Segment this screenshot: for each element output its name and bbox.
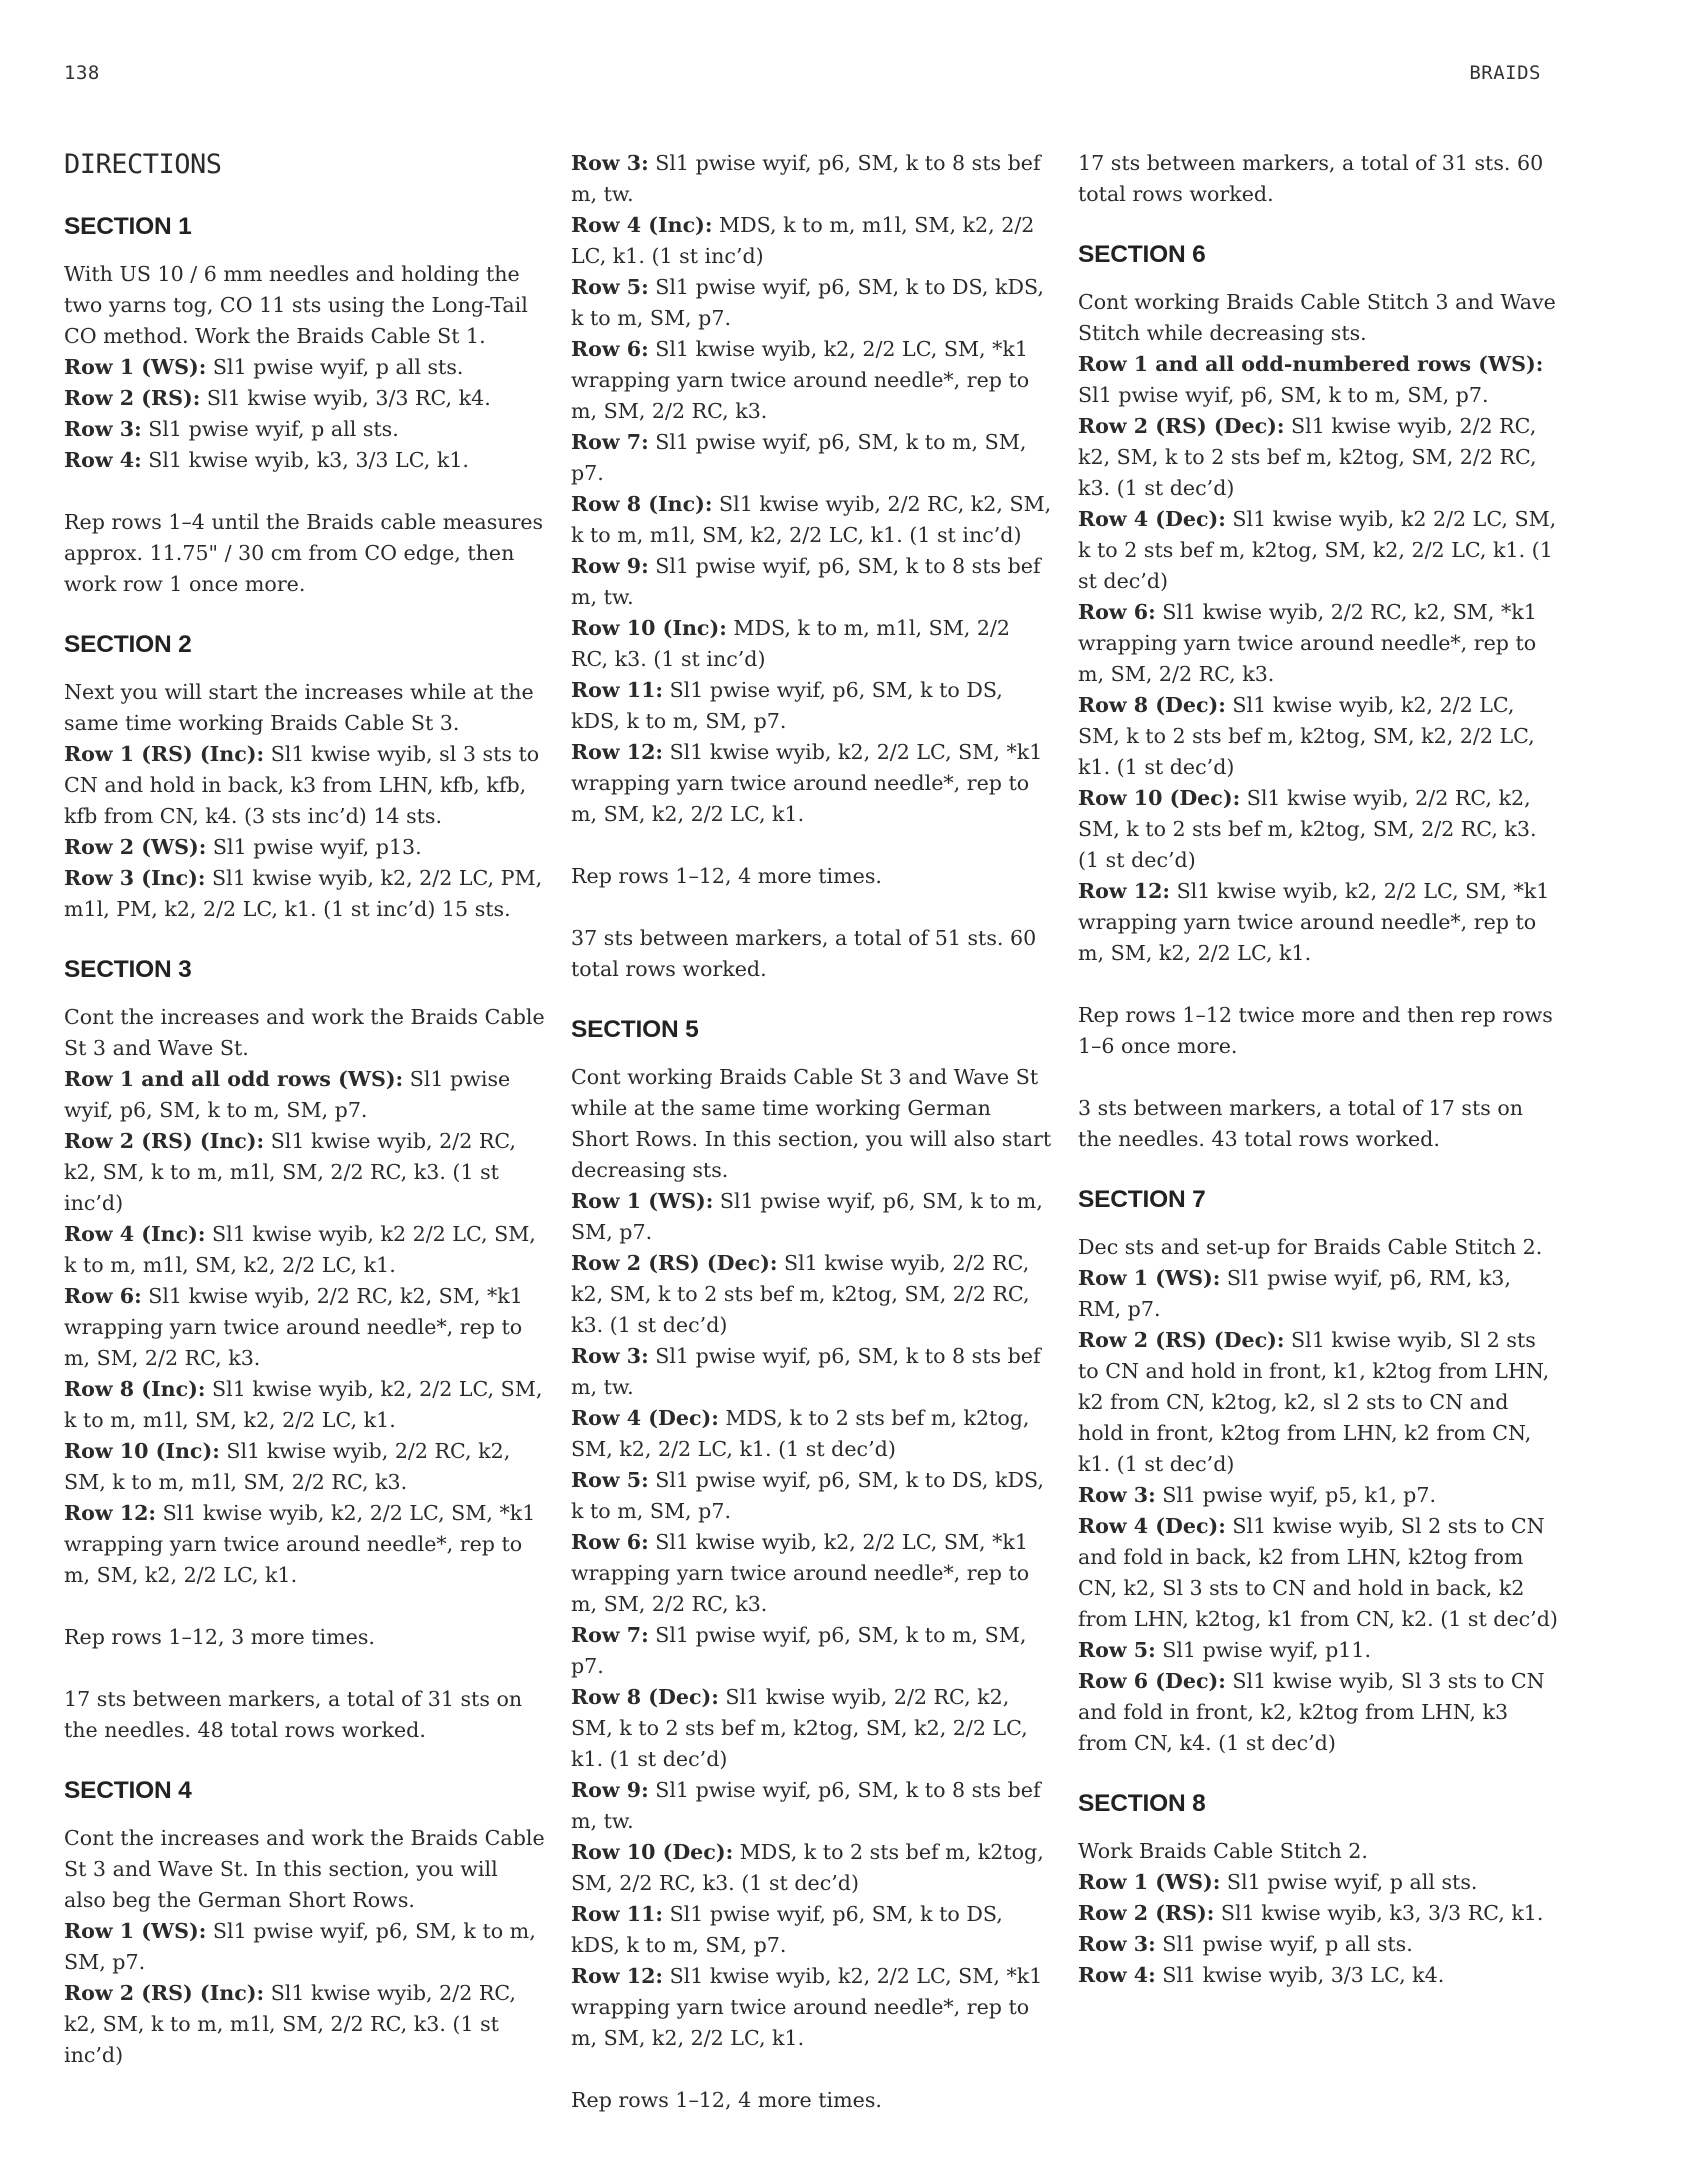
row-instruction (571, 1527, 1053, 1620)
row-label: Row 6: (571, 1530, 649, 1554)
directions-title: DIRECTIONS (64, 149, 222, 180)
row-label: Row 3: (64, 417, 142, 441)
row-text: MDS, k to m, m1l, SM, 2/2 RC, k3. (1 st inc’d) (571, 616, 1011, 671)
row-label: Row 2 (RS) (Dec): (571, 1251, 778, 1275)
row-label: Row 12: (1078, 879, 1171, 903)
row-instruction (64, 1498, 546, 1591)
row-instruction (1078, 1480, 1560, 1511)
section-heading: SECTION 3 (64, 956, 192, 983)
row-text: Sl1 pwise wyif, p5, k1, p7. (1162, 1483, 1436, 1507)
row-text: Sl1 kwise wyib, 2/2 RC, k2, SM, k to m, m1l, SM, k2, 2/2 LC, k1. (1 st inc’d) (571, 492, 1052, 547)
section-heading: SECTION 1 (64, 213, 192, 240)
row-instruction (571, 148, 1053, 210)
row-text: Sl1 pwise wyif, p6, SM, k to DS, kDS, k to m, SM, p7. (571, 275, 1044, 330)
row-text: Sl1 pwise wyif, p6, SM, k to m, SM, p7. (571, 1623, 1027, 1678)
row-label: Row 2 (RS) (Dec): (1078, 1328, 1285, 1352)
row-instruction (1078, 1666, 1560, 1759)
row-instruction (64, 739, 546, 832)
row-label: Row 4 (Dec): (1078, 507, 1226, 531)
row-text: Sl1 kwise wyib, 2/2 RC, k2, SM, k to 2 sts bef m, k2tog, SM, 2/2 RC, k3. (1 st dec’d) (1078, 414, 1537, 500)
row-text: Sl1 kwise wyib, k2, 2/2 LC, SM, k to m, m1l, SM, k2, 2/2 LC, k1. (64, 1377, 543, 1432)
row-label: Row 12: (571, 1964, 664, 1988)
row-instruction (1078, 597, 1560, 690)
spacer (64, 476, 546, 507)
row-text: Sl1 kwise wyib, 2/2 RC, k2, SM, *k1 wrapping yarn twice around needle*, rep to m, SM, 2/2 RC, k3. (1078, 600, 1537, 686)
row-text: Sl1 pwise wyif, p6, SM, k to m, SM, p7. (1078, 383, 1489, 407)
row-label: Row 8 (Dec): (571, 1685, 719, 1709)
row-instruction (64, 1281, 546, 1374)
row-text: Sl1 kwise wyib, Sl 2 sts to CN and fold in back, k2 from LHN, k2tog from CN, k2, Sl 3 sts to CN and hold in back, k2 from LHN, k2tog, k1 from CN, k2. (1 st dec’d) (1078, 1514, 1558, 1631)
paragraph: Rep rows 1–4 until the Braids cable measures approx. 11.75" / 30 cm from CO edge, then work row 1 once more. (64, 510, 544, 596)
row-label: Row 3: (1078, 1483, 1156, 1507)
row-label: Row 5: (571, 275, 649, 299)
paragraph: 17 sts between markers, a total of 31 sts on the needles. 48 total rows worked. (64, 1687, 523, 1742)
row-label: Row 3: (571, 151, 649, 175)
row-text: Sl1 pwise wyif, p all sts. (1162, 1932, 1413, 1956)
row-text: Sl1 kwise wyib, 2/2 RC, k2, SM, k to 2 sts bef m, k2tog, SM, 2/2 RC, k3. (1 st dec’d) (571, 1251, 1030, 1337)
row-instruction (571, 272, 1053, 334)
row-label: Row 1 and all odd rows (WS): (64, 1067, 404, 1091)
row-text: Sl1 kwise wyib, k3, 3/3 LC, k1. (148, 448, 469, 472)
row-text: Sl1 pwise wyif, p6, SM, k to DS, kDS, k to m, SM, p7. (571, 1902, 1003, 1957)
section-heading: SECTION 4 (64, 1777, 192, 1804)
row-instruction (571, 1620, 1053, 1682)
spacer (1078, 969, 1560, 1000)
row-label: Row 2 (WS): (64, 835, 207, 859)
row-text: Sl1 pwise wyif, p6, SM, k to m, SM, p7. (64, 1067, 511, 1122)
row-instruction (1078, 1867, 1560, 1898)
row-text: Sl1 pwise wyif, p13. (212, 835, 422, 859)
paragraph: Dec sts and set-up for Braids Cable Stitch 2. (1078, 1235, 1543, 1259)
row-text: Sl1 pwise wyif, p6, SM, k to m, SM, p7. (64, 1919, 536, 1974)
row-text: Sl1 kwise wyib, 2/2 RC, k2, SM, k to 2 sts bef m, k2tog, SM, 2/2 RC, k3. (1 st dec’d) (1078, 786, 1537, 872)
spacer (1078, 1155, 1560, 1184)
running-title: BRAIDS (1469, 62, 1541, 84)
row-instruction (64, 383, 546, 414)
row-label: Row 12: (571, 740, 664, 764)
row-label: Row 2 (RS): (64, 386, 201, 410)
column-2 (571, 148, 1053, 2116)
spacer (64, 925, 546, 954)
paragraph: Cont the increases and work the Braids Cable St 3 and Wave St. In this section, you will also beg the German Short Rows. (64, 1826, 545, 1912)
row-text: Sl1 pwise wyif, p6, SM, k to m, SM, p7. (571, 430, 1027, 485)
row-instruction (1078, 411, 1560, 504)
section-heading: SECTION 5 (571, 1016, 699, 1043)
row-instruction (1078, 1898, 1560, 1929)
row-text: Sl1 kwise wyib, 2/2 RC, k2, SM, k to m, m1l, SM, 2/2 RC, k3. (64, 1439, 511, 1494)
row-instruction (571, 737, 1053, 830)
row-text: Sl1 kwise wyib, 2/2 RC, k2, SM, k to 2 sts bef m, k2tog, SM, k2, 2/2 LC, k1. (1 st dec’d) (571, 1685, 1028, 1771)
row-instruction (571, 1775, 1053, 1837)
paragraph: Rep rows 1–12, 4 more times. (571, 864, 882, 888)
section-heading: SECTION 6 (1078, 241, 1206, 268)
row-text: Sl1 pwise wyif, p6, RM, k3, RM, p7. (1078, 1266, 1511, 1321)
row-text: Sl1 pwise wyif, p6, SM, k to 8 sts bef m, tw. (571, 1778, 1041, 1833)
row-instruction (571, 334, 1053, 427)
row-text: Sl1 kwise wyib, k2 2/2 LC, SM, k to 2 sts bef m, k2tog, SM, k2, 2/2 LC, k1. (1 st dec’d) (1078, 507, 1557, 593)
paragraph: Next you will start the increases while at the same time working Braids Cable St 3. (64, 680, 534, 735)
paragraph: Cont the increases and work the Braids Cable St 3 and Wave St. (64, 1005, 545, 1060)
spacer (1078, 1062, 1560, 1093)
paragraph: Rep rows 1–12, 4 more times. (571, 2088, 882, 2112)
paragraph: 37 sts between markers, a total of 51 sts. 60 total rows worked. (571, 926, 1037, 981)
row-label: Row 6: (64, 1284, 142, 1308)
row-text: Sl1 kwise wyib, k2, 2/2 LC, SM, *k1 wrapping yarn twice around needle*, rep to m, SM, k2, 2/2 LC, k1. (1078, 879, 1550, 965)
row-label: Row 11: (571, 1902, 664, 1926)
row-instruction (571, 1403, 1053, 1465)
row-text: Sl1 pwise wyif, p6, SM, k to 8 sts bef m, tw. (571, 1344, 1041, 1399)
row-label: Row 8 (Inc): (571, 492, 713, 516)
row-label: Row 1 (WS): (64, 1919, 207, 1943)
row-instruction (1078, 1960, 1560, 1991)
spacer (571, 985, 1053, 1014)
column-3 (1078, 148, 1560, 1991)
row-instruction (571, 675, 1053, 737)
section-heading: SECTION 8 (1078, 1790, 1206, 1817)
spacer (571, 830, 1053, 861)
row-label: Row 1 (WS): (571, 1189, 714, 1213)
row-label: Row 3 (Inc): (64, 866, 206, 890)
row-text: Sl1 kwise wyib, Sl 3 sts to CN and fold in front, k2, k2tog from LHN, k3 from CN, k4. (1 st dec’d) (1078, 1669, 1545, 1755)
row-instruction (571, 1961, 1053, 2054)
section-heading: SECTION 7 (1078, 1186, 1206, 1213)
row-instruction (64, 1219, 546, 1281)
row-text: Sl1 kwise wyib, k2, 2/2 LC, SM, *k1 wrapping yarn twice around needle*, rep to m, SM, 2/2 RC, k3. (571, 337, 1030, 423)
row-label: Row 6: (1078, 600, 1156, 624)
row-text: Sl1 pwise wyif, p6, SM, k to 8 sts bef m, tw. (571, 151, 1041, 206)
row-label: Row 3: (571, 1344, 649, 1368)
row-instruction (571, 210, 1053, 272)
row-instruction (1078, 1929, 1560, 1960)
row-label: Row 5: (571, 1468, 649, 1492)
row-text: Sl1 kwise wyib, Sl 2 sts to CN and hold in front, k1, k2tog from LHN, k2 from CN, k2tog, k2, sl 2 sts to CN and hold in front, k2tog from LHN, k2 from CN, k1. (1 st dec’d) (1078, 1328, 1550, 1476)
row-instruction (64, 1374, 546, 1436)
paragraph: Cont working Braids Cable Stitch 3 and Wave Stitch while decreasing sts. (1078, 290, 1556, 345)
row-label: Row 9: (571, 554, 649, 578)
row-label: Row 10 (Inc): (64, 1439, 220, 1463)
row-instruction (64, 1916, 546, 1978)
row-label: Row 8 (Dec): (1078, 693, 1226, 717)
row-instruction (1078, 876, 1560, 969)
row-text: MDS, k to 2 sts bef m, k2tog, SM, 2/2 RC, k3. (1 st dec’d) (571, 1840, 1044, 1895)
row-label: Row 1 and all odd-numbered rows (WS): (1078, 352, 1544, 376)
row-label: Row 11: (571, 678, 664, 702)
row-instruction (64, 832, 546, 863)
row-text: Sl1 kwise wyib, k2, 2/2 LC, SM, k to 2 sts bef m, k2tog, SM, k2, 2/2 LC, k1. (1 st dec’d) (1078, 693, 1535, 779)
row-instruction (1078, 1263, 1560, 1325)
row-text: Sl1 kwise wyib, k2 2/2 LC, SM, k to m, m1l, SM, k2, 2/2 LC, k1. (64, 1222, 536, 1277)
row-text: Sl1 kwise wyib, 3/3 RC, k4. (206, 386, 491, 410)
row-text: Sl1 pwise wyif, p6, SM, k to DS, kDS, k to m, SM, p7. (571, 678, 1003, 733)
paragraph: Rep rows 1–12, 3 more times. (64, 1625, 375, 1649)
row-label: Row 2 (RS) (Inc): (64, 1981, 265, 2005)
row-instruction (1078, 690, 1560, 783)
row-instruction (1078, 504, 1560, 597)
row-instruction (1078, 1511, 1560, 1635)
row-instruction (1078, 1635, 1560, 1666)
row-instruction (571, 1186, 1053, 1248)
row-label: Row 7: (571, 430, 649, 454)
spacer (64, 1653, 546, 1684)
row-instruction (64, 1064, 546, 1126)
row-label: Row 8 (Inc): (64, 1377, 206, 1401)
row-text: Sl1 kwise wyib, k2, 2/2 LC, PM, m1l, PM, k2, 2/2 LC, k1. (1 st inc’d) 15 sts. (64, 866, 543, 921)
row-text: Sl1 kwise wyib, 2/2 RC, k2, SM, k to m, m1l, SM, 2/2 RC, k3. (1 st inc’d) (64, 1981, 516, 2067)
row-text: Sl1 pwise wyif, p all sts. (148, 417, 399, 441)
paragraph: 3 sts between markers, a total of 17 sts on the needles. 43 total rows worked. (1078, 1096, 1524, 1151)
column-1 (64, 148, 546, 2071)
row-label: Row 2 (RS) (Dec): (1078, 414, 1285, 438)
row-text: Sl1 kwise wyib, k2, 2/2 LC, SM, *k1 wrapping yarn twice around needle*, rep to m, SM, k2, 2/2 LC, k1. (571, 1964, 1043, 2050)
spacer (571, 892, 1053, 923)
row-instruction (64, 445, 546, 476)
row-instruction (571, 1248, 1053, 1341)
row-label: Row 5: (1078, 1638, 1156, 1662)
row-instruction (571, 489, 1053, 551)
row-instruction (571, 551, 1053, 613)
row-label: Row 1 (RS) (Inc): (64, 742, 265, 766)
row-instruction (1078, 1325, 1560, 1480)
row-instruction (64, 414, 546, 445)
row-instruction (64, 352, 546, 383)
row-instruction (571, 1341, 1053, 1403)
row-text: Sl1 kwise wyib, sl 3 sts to CN and hold in back, k3 from LHN, kfb, kfb, kfb from CN, k4. (3 sts inc’d) 14 sts. (64, 742, 540, 828)
row-text: Sl1 kwise wyib, k2, 2/2 LC, SM, *k1 wrapping yarn twice around needle*, rep to m, SM, 2/2 RC, k3. (571, 1530, 1030, 1616)
section-heading: SECTION 2 (64, 631, 192, 658)
paragraph: Cont working Braids Cable St 3 and Wave St while at the same time working German Short Rows. In this section, you will also start decreasing sts. (571, 1065, 1052, 1182)
row-instruction (64, 1436, 546, 1498)
row-text: Sl1 kwise wyib, k2, 2/2 LC, SM, *k1 wrapping yarn twice around needle*, rep to m, SM, k2, 2/2 LC, k1. (64, 1501, 536, 1587)
row-instruction (571, 427, 1053, 489)
row-instruction (571, 1837, 1053, 1899)
row-label: Row 6 (Dec): (1078, 1669, 1226, 1693)
row-text: Sl1 pwise wyif, p6, SM, k to m, SM, p7. (571, 1189, 1043, 1244)
row-label: Row 1 (WS): (1078, 1266, 1221, 1290)
row-text: Sl1 kwise wyib, k2, 2/2 LC, SM, *k1 wrapping yarn twice around needle*, rep to m, SM, k2, 2/2 LC, k1. (571, 740, 1043, 826)
row-label: Row 4: (1078, 1963, 1156, 1987)
row-label: Row 4 (Dec): (571, 1406, 719, 1430)
row-label: Row 10 (Dec): (1078, 786, 1241, 810)
row-instruction (571, 1899, 1053, 1961)
row-label: Row 10 (Inc): (571, 616, 727, 640)
row-text: Sl1 kwise wyib, 2/2 RC, k2, SM, k to m, m1l, SM, 2/2 RC, k3. (1 st inc’d) (64, 1129, 516, 1215)
row-instruction (571, 1465, 1053, 1527)
row-text: Sl1 kwise wyib, 2/2 RC, k2, SM, *k1 wrapping yarn twice around needle*, rep to m, SM, 2/2 RC, k3. (64, 1284, 523, 1370)
row-text: Sl1 kwise wyib, k3, 3/3 RC, k1. (1220, 1901, 1544, 1925)
row-label: Row 4 (Dec): (1078, 1514, 1226, 1538)
row-instruction (1078, 349, 1560, 411)
row-instruction (571, 613, 1053, 675)
row-text: Sl1 pwise wyif, p6, SM, k to 8 sts bef m, tw. (571, 554, 1041, 609)
row-text: Sl1 pwise wyif, p all sts. (212, 355, 464, 379)
row-instruction (64, 863, 546, 925)
row-label: Row 2 (RS): (1078, 1901, 1215, 1925)
row-instruction (64, 1126, 546, 1219)
row-text: Sl1 kwise wyib, 3/3 LC, k4. (1162, 1963, 1445, 1987)
row-label: Row 1 (WS): (1078, 1870, 1221, 1894)
row-text: Sl1 pwise wyif, p11. (1162, 1638, 1372, 1662)
spacer (64, 600, 546, 629)
row-text: MDS, k to 2 sts bef m, k2tog, SM, k2, 2/2 LC, k1. (1 st dec’d) (571, 1406, 1030, 1461)
row-instruction (1078, 783, 1560, 876)
paragraph: With US 10 / 6 mm needles and holding the two yarns tog, CO 11 sts using the Long-Tail CO method. Work the Braids Cable St 1. (64, 262, 528, 348)
paragraph: Work Braids Cable Stitch 2. (1078, 1839, 1368, 1863)
row-label: Row 4: (64, 448, 142, 472)
spacer (64, 1591, 546, 1622)
spacer (64, 1746, 546, 1775)
spacer (571, 2054, 1053, 2085)
row-label: Row 7: (571, 1623, 649, 1647)
paragraph: 17 sts between markers, a total of 31 sts. 60 total rows worked. (1078, 151, 1544, 206)
row-label: Row 10 (Dec): (571, 1840, 734, 1864)
row-instruction (571, 1682, 1053, 1775)
row-label: Row 4 (Inc): (571, 213, 713, 237)
row-label: Row 6: (571, 337, 649, 361)
row-label: Row 3: (1078, 1932, 1156, 1956)
row-text: Sl1 pwise wyif, p all sts. (1226, 1870, 1478, 1894)
row-label: Row 12: (64, 1501, 157, 1525)
paragraph: Rep rows 1–12 twice more and then rep rows 1–6 once more. (1078, 1003, 1553, 1058)
row-label: Row 4 (Inc): (64, 1222, 206, 1246)
row-text: MDS, k to m, m1l, SM, k2, 2/2 LC, k1. (1 st inc’d) (571, 213, 1035, 268)
page-number: 138 (64, 62, 100, 84)
row-label: Row 2 (RS) (Inc): (64, 1129, 265, 1153)
spacer (1078, 1759, 1560, 1788)
row-instruction (64, 1978, 546, 2071)
row-text: Sl1 pwise wyif, p6, SM, k to DS, kDS, k to m, SM, p7. (571, 1468, 1044, 1523)
row-label: Row 1 (WS): (64, 355, 207, 379)
row-label: Row 9: (571, 1778, 649, 1802)
spacer (1078, 210, 1560, 239)
